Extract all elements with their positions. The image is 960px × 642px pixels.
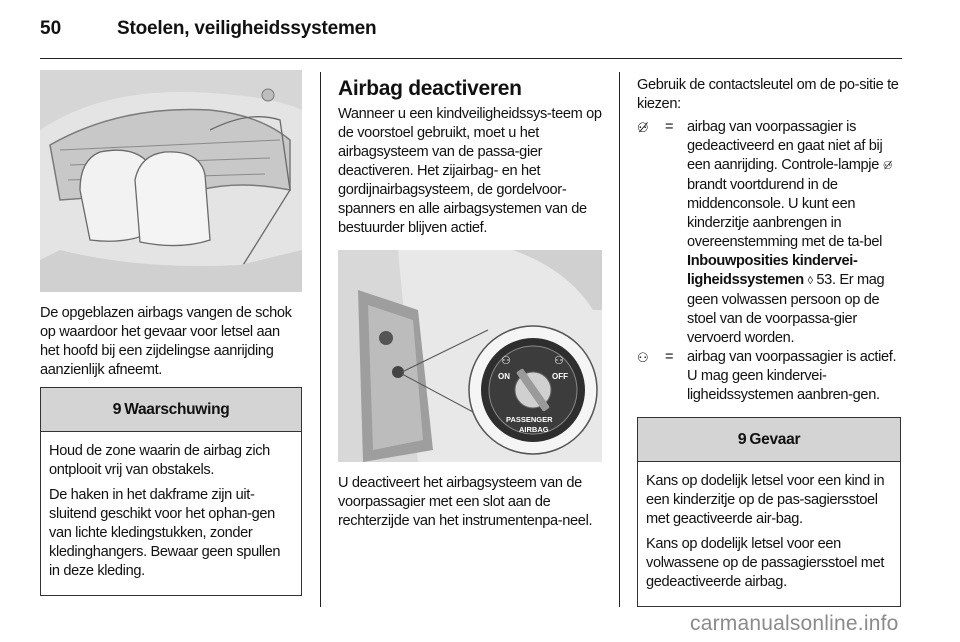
- airbag-on-description: airbag van voorpassagier is actief. U mag geen kindervei-ligheidssystemen aanbren-gen.: [687, 349, 897, 403]
- warning-title: Waarschuwing: [124, 400, 230, 418]
- passenger-airbag-off-icon: ⚇: [554, 355, 564, 367]
- warning-header: [41, 388, 301, 432]
- airbag-off-text-1: airbag van voorpassagier is gedeactiveerd en gaat niet af bij een aanrijding. Controle-lampje: [687, 119, 883, 173]
- column-1: [40, 70, 302, 596]
- column-divider-2: [619, 72, 620, 607]
- deactivate-description: U deactiveert het airbagsysteem van de voorpassagier met een slot aan de rechterzijde van het instrumentenpa-neel.: [338, 475, 593, 529]
- warning-box: [40, 387, 302, 596]
- airbag-caption: De opgeblazen airbags vangen de schok op waardoor het gevaar voor letsel aan het hoofd bij een zijdelingse aanrijding aanzienlijk afneemt.: [40, 305, 292, 378]
- passenger-airbag-on-icon: ⚇: [501, 355, 511, 367]
- column-divider-1: [320, 72, 321, 607]
- column-2: [338, 76, 602, 531]
- control-lamp-icon: ⚇̸: [882, 160, 893, 172]
- switch-on-label: ON: [498, 372, 510, 381]
- child-seat-positions-link[interactable]: Inbouwposities kindervei-ligheidssystemen: [687, 253, 858, 288]
- airbag-off-description: [687, 118, 901, 348]
- danger-paragraph-1: Kans op dodelijk letsel voor een kind in een kinderzitje op de pas-sagiersstoel met geactiveerde air-bag.: [646, 473, 885, 527]
- passenger-airbag-on-icon: ⚇: [637, 350, 649, 365]
- key-position-intro: Gebruik de contactsleutel om de po-sitie te kiezen:: [637, 77, 899, 112]
- column-3: [637, 76, 901, 607]
- warning-triangle-icon: 9: [112, 400, 122, 418]
- warning-paragraph-2: De haken in het dakframe zijn uit-sluitend geschikt voor het ophan-gen van lichte kledingstukken, zonder kledinghangers. Bewaar geen spullen in deze kleding.: [49, 487, 281, 579]
- page-number: 50: [40, 18, 62, 39]
- airbag-off-text-2: brandt voortdurend in de middenconsole. U kunt een kinderzitje aanbrengen in overeenstemming met de ta-bel: [687, 177, 883, 250]
- switch-label-airbag: AIRBAG: [519, 425, 549, 434]
- danger-title: Gevaar: [749, 430, 801, 448]
- section-heading: Airbag deactiveren: [338, 77, 522, 100]
- watermark: carmanualsonline.info: [690, 612, 899, 635]
- airbag-off-text-3: 53. Er mag geen volwassen persoon op de stoel van de voorpassa-gier vervoerd worden.: [687, 272, 885, 346]
- airbag-on-eq: =: [665, 349, 674, 365]
- airbag-off-item: [637, 118, 901, 348]
- page-reference-icon: ◊: [807, 275, 813, 287]
- airbag-on-item: [637, 348, 901, 405]
- deactivate-intro: Wanneer u een kindveiligheidssys-teem op de voorstoel gebruikt, moet u het airbagsysteem van de passa-gier deactiveren. Het zijairbag- en het gordijnairbagsysteem, de gordelvoor-spanners en alle airbagsystemen van de bestuurder blijven actief.: [338, 106, 602, 236]
- airbag-off-eq: =: [665, 119, 674, 135]
- switch-off-label: OFF: [552, 372, 568, 381]
- page-header: [40, 0, 900, 58]
- warning-paragraph-1: Houd de zone waarin de airbag zich ontplooit vrij van obstakels.: [49, 443, 270, 478]
- car-interior-drawing: [40, 70, 302, 292]
- danger-body: [638, 462, 900, 606]
- danger-box: [637, 417, 901, 607]
- switch-label-passenger: PASSENGER: [506, 415, 553, 424]
- airbag-switch-photo: [338, 250, 602, 462]
- chapter-title: Stoelen, veiligheidssystemen: [117, 18, 377, 39]
- warning-triangle-icon: 9: [737, 430, 747, 448]
- warning-body: [41, 432, 301, 595]
- danger-paragraph-2: Kans op dodelijk letsel voor een volwassene op de passagiersstoel met gedeactiveerde airbag.: [646, 536, 885, 590]
- curtain-airbag-illustration: [40, 70, 302, 292]
- header-rule: [40, 58, 902, 59]
- danger-header: [638, 418, 900, 462]
- passenger-airbag-off-icon: ⚇̸: [637, 120, 649, 135]
